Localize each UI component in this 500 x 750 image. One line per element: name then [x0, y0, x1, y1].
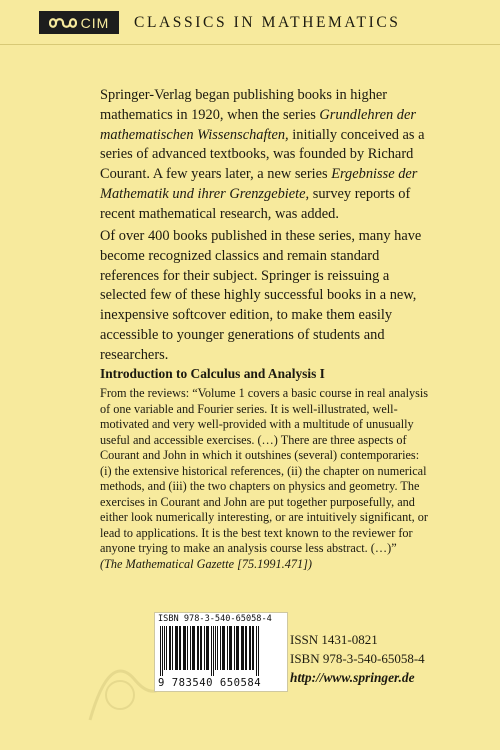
publisher-url[interactable]: http://www.springer.de	[290, 670, 415, 685]
barcode-bar	[249, 626, 251, 670]
barcode-bar	[220, 626, 221, 670]
barcode-bar	[215, 626, 216, 670]
issn-number: ISSN 1431-0821	[290, 632, 378, 647]
series-name-grundlehren: Grundlehren der mathematischen Wissenschaften,	[100, 106, 416, 143]
barcode-bar	[206, 626, 209, 670]
barcode-bar	[197, 626, 199, 670]
barcode-digits: 9 783540 650584	[158, 677, 262, 689]
barcode-bar	[229, 626, 232, 670]
barcode-bar	[245, 626, 247, 670]
intro-paragraph-2: Of over 400 books published in these series, many have become recognized classics and remain standard references for their subject. Springer is reissuing a selected few of these highly successful books in a new, inexpensive softcover edition, to make them easily accessible to younger generations of students and researchers.	[100, 228, 422, 363]
barcode-bar	[222, 626, 225, 670]
barcode-bar	[236, 626, 239, 670]
review-citation: (The Mathematical Gazette [75.1991.471])	[100, 556, 312, 571]
series-name-ergebnisse: Ergebnisse der Mathematik und ihrer Grenzgebiete,	[100, 166, 418, 202]
intro-text: survey reports of recent mathematical research, was added.	[100, 185, 411, 222]
cim-logo	[39, 11, 119, 34]
barcode-bar	[213, 626, 214, 676]
intro-paragraph-1	[100, 86, 430, 225]
barcode-bar	[258, 626, 259, 676]
barcode-bar	[241, 626, 244, 670]
review-text: From the reviews: “Volume 1 covers a basic course in real analysis of one variable and Fourier series. It is well-illustrated, well-motivated and very well-provided with a multitude of unusually useful and accessible exercises. (…) There are three aspects of Courant and John in which it outshines (several) contemporaries: (i) the extensive historical references, (ii) the chapter on numerical methods, and (iii) the two chapters on physics and geometry. The exercises in Courant and John are put together purposefully, and either look numerically interesting, or are intuitively significant, or lead to applications. It is the best text known to the reviewer for anyone trying to make an analysis course less abstract. (…)”	[100, 386, 429, 555]
barcode-bar	[175, 626, 178, 670]
barcode-bar	[162, 626, 163, 676]
series-header	[0, 0, 500, 46]
barcode-bar	[217, 626, 218, 670]
review-quote	[100, 386, 430, 572]
barcode-bar	[160, 626, 161, 676]
barcode-bar	[211, 626, 212, 676]
barcode-bars	[158, 626, 284, 676]
barcode-bar	[192, 626, 195, 670]
barcode-bar	[227, 626, 228, 670]
barcode-bar	[169, 626, 171, 670]
intro-text: Springer-Verlag began publishing books in higher mathematics in 1920, when the series	[100, 87, 388, 123]
barcode-bar	[256, 626, 257, 676]
barcode-isbn-label: ISBN 978-3-540-65058-4	[158, 614, 272, 624]
barcode-bar	[200, 626, 202, 670]
barcode-bar	[252, 626, 254, 670]
logo-text: CIM	[80, 14, 110, 31]
barcode-bar	[179, 626, 181, 670]
barcode-bar	[183, 626, 186, 670]
barcode-bar	[204, 626, 205, 670]
infinity-icon	[49, 16, 77, 30]
barcode	[154, 612, 288, 692]
barcode-bar	[190, 626, 191, 670]
book-title: Introduction to Calculus and Analysis I	[100, 366, 325, 381]
barcode-bar	[234, 626, 235, 670]
isbn-number: ISBN 978-3-540-65058-4	[290, 651, 425, 666]
barcode-bar	[166, 626, 167, 670]
intro-text: initially conceived as a series of advanced textbooks, was founded by Richard Courant. A few years later, a new series	[100, 126, 425, 183]
header-divider	[0, 44, 500, 45]
barcode-bar	[172, 626, 173, 670]
barcode-bar	[164, 626, 165, 670]
barcode-bar	[187, 626, 188, 670]
series-title: CLASSICS IN MATHEMATICS	[134, 14, 401, 31]
